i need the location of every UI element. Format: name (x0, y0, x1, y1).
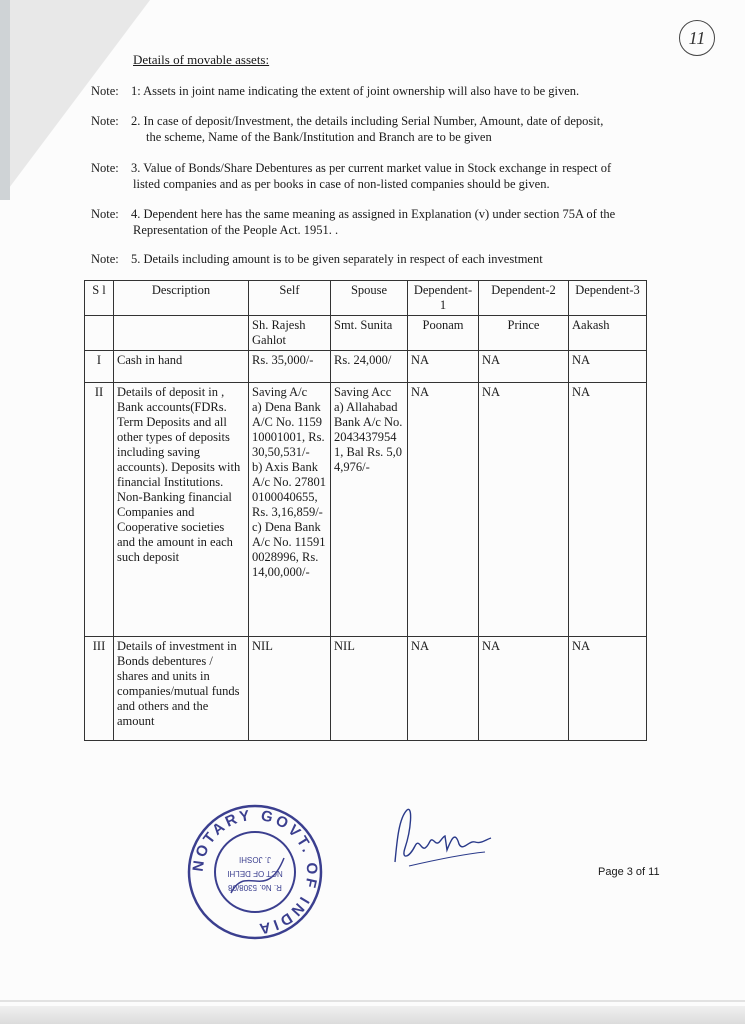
note-label: Note: (91, 207, 119, 221)
row-description: Details of investment in Bonds debentures / shares and units in companies/mutual funds and others and the amount (114, 637, 249, 741)
page-edge-line (0, 1000, 745, 1002)
row-self: NIL (249, 637, 331, 741)
row-dep3: NA (569, 351, 647, 383)
spouse-deposit-heading: Saving Acc (334, 385, 392, 399)
note-text: 3. Value of Bonds/Share Debentures as per current market value in Stock exchange in respect of (131, 161, 612, 175)
header-dependent-1: Dependent-1 (408, 281, 479, 316)
header-spouse: Spouse (331, 281, 408, 316)
page-footer: Page 3 of 11 (598, 866, 660, 878)
row-description: Details of deposit in , Bank accounts(FDRs. Term Deposits and all other types of deposits including saving accounts). Deposits with financial Institutions. Non-Banking financial Companies and Cooperative societies and the amount in each such deposit (114, 383, 249, 637)
row-dep2: NA (479, 351, 569, 383)
name-spouse: Smt. Sunita (331, 316, 408, 351)
name-dependent-2: Prince (479, 316, 569, 351)
row-dep2: NA (479, 637, 569, 741)
row-sl: I (85, 351, 114, 383)
header-self: Self (249, 281, 331, 316)
signature-stroke (395, 809, 491, 862)
table-cell (85, 316, 114, 351)
note-label: Note: (91, 252, 119, 266)
stamp-line-2: NCT OF DELHI (227, 869, 283, 878)
note-label: Note: (91, 84, 119, 98)
row-self (249, 383, 331, 637)
note-text-cont: the scheme, Name of the Bank/Institution and Branch are to be given (146, 130, 492, 144)
table-row (85, 351, 647, 383)
row-dep3: NA (569, 637, 647, 741)
table-names-row (85, 316, 647, 351)
stamp-line-1: R. No. 5308/08 (228, 883, 282, 892)
name-self: Sh. Rajesh Gahlot (249, 316, 331, 351)
table-cell (114, 316, 249, 351)
row-description: Cash in hand (114, 351, 249, 383)
note-1 (91, 83, 579, 99)
page-bottom-edge (0, 1006, 745, 1024)
header-dependent-3: Dependent-3 (569, 281, 647, 316)
section-title: Details of movable assets: (133, 52, 270, 67)
row-spouse: NIL (331, 637, 408, 741)
name-dependent-3: Aakash (569, 316, 647, 351)
note-4 (91, 206, 615, 238)
row-sl: III (85, 637, 114, 741)
note-5 (91, 251, 543, 267)
row-sl: II (85, 383, 114, 637)
note-text: 4. Dependent here has the same meaning as assigned in Explanation (v) under section 75A of the (131, 207, 616, 221)
folded-corner-edge (0, 0, 10, 200)
handwritten-page-number: 11 (679, 20, 715, 56)
row-dep1: NA (408, 637, 479, 741)
note-2 (91, 113, 603, 145)
note-text-cont: listed companies and as per books in case of non-listed companies should be given. (133, 177, 550, 191)
movable-assets-table (84, 280, 647, 741)
stamp-line-3: J. JOSHI (238, 855, 272, 864)
note-text-cont: Representation of the People Act. 1951. . (133, 223, 339, 237)
note-text: 2. In case of deposit/Investment, the details including Serial Number, Amount, date of deposit, (131, 114, 604, 128)
spouse-deposit-a: a) Allahabad Bank A/c No. 20434379541, Bal Rs. 5,04,976/- (334, 400, 403, 474)
note-text: 5. Details including amount is to be given separately in respect of each investment (131, 252, 543, 266)
self-deposit-c: c) Dena Bank A/c No. 115910028996, Rs. 14,00,000/- (252, 520, 326, 579)
row-dep1: NA (408, 383, 479, 637)
table-row (85, 383, 647, 637)
note-label: Note: (91, 114, 119, 128)
self-deposit-heading: Saving A/c (252, 385, 308, 399)
header-description: Description (114, 281, 249, 316)
notary-stamp (186, 803, 324, 941)
signature-underline (409, 852, 485, 866)
header-sl: S l (85, 281, 114, 316)
note-3 (91, 160, 611, 192)
table-header-row (85, 281, 647, 316)
row-dep3: NA (569, 383, 647, 637)
stamp-outer-text: NOTARY GOVT. OF INDIA (189, 806, 321, 938)
row-spouse: Rs. 24,000/ (331, 351, 408, 383)
note-text: 1: Assets in joint name indicating the extent of joint ownership will also have to be given. (131, 84, 580, 98)
signature (385, 800, 495, 880)
self-deposit-b: b) Axis Bank A/c No. 278010100040655, Rs. 3,16,859/- (252, 460, 326, 519)
self-deposit-a: a) Dena Bank A/C No. 115910001001, Rs. 30,50,531/- (252, 400, 325, 459)
row-spouse (331, 383, 408, 637)
row-dep2: NA (479, 383, 569, 637)
row-self: Rs. 35,000/- (249, 351, 331, 383)
name-dependent-1: Poonam (408, 316, 479, 351)
note-label: Note: (91, 161, 119, 175)
table-row (85, 637, 647, 741)
row-dep1: NA (408, 351, 479, 383)
header-dependent-2: Dependent-2 (479, 281, 569, 316)
